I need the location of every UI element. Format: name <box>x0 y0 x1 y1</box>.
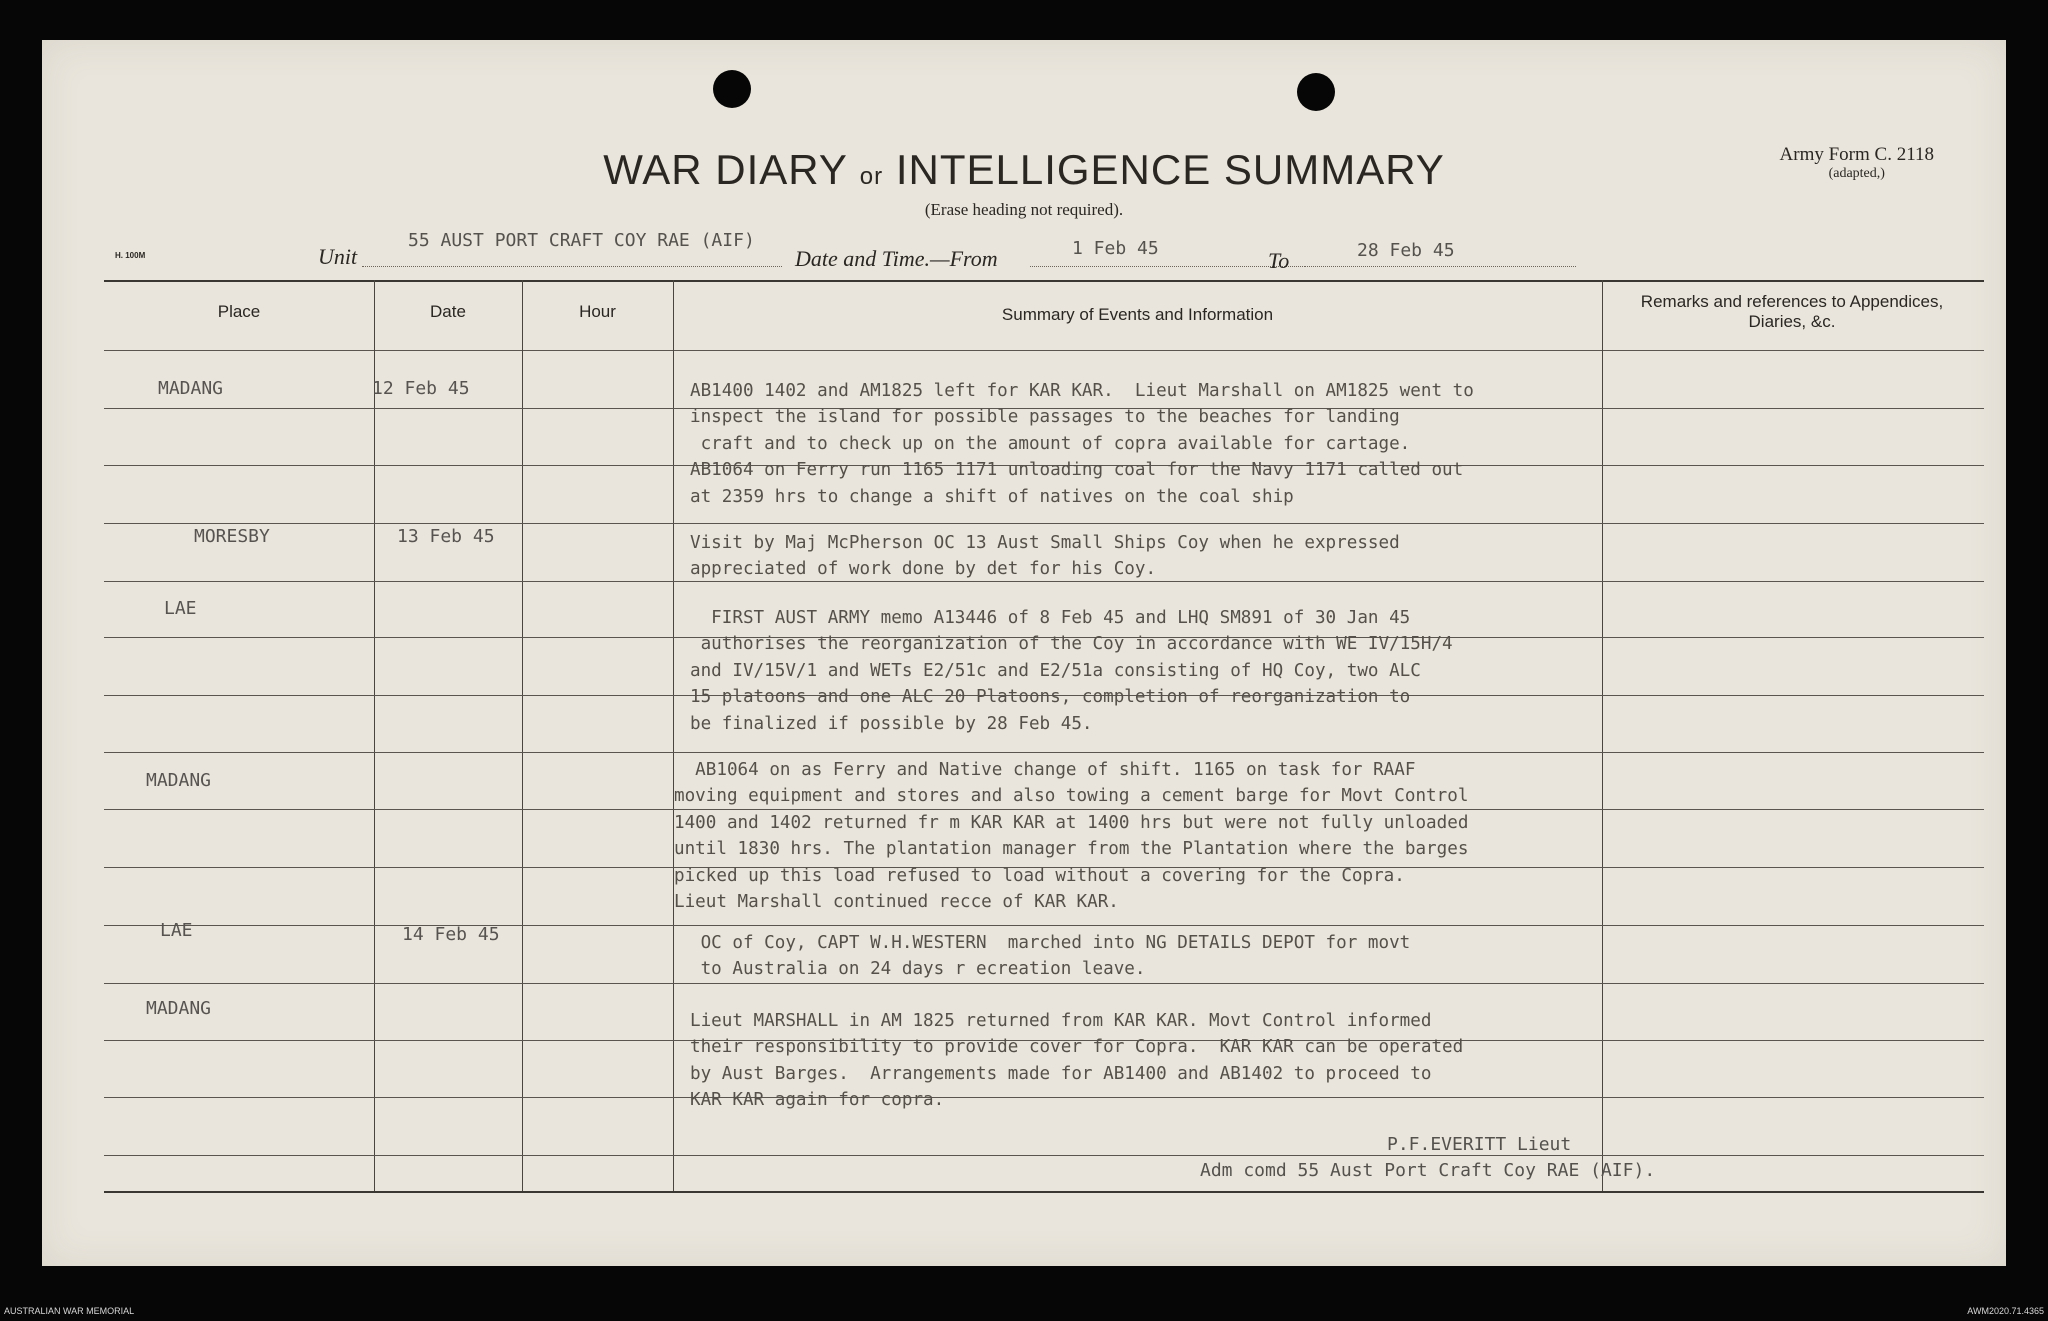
ruled-line <box>104 523 1984 524</box>
page-subtitle: (Erase heading not required). <box>924 200 1124 219</box>
title-part-1: WAR DIARY <box>603 146 848 193</box>
entry-summary: OC of Coy, CAPT W.H.WESTERN marched into NG DETAILS DEPOT for movt to Australia on 24 days r ecreation leave. <box>700 933 1411 980</box>
table-bottom-border <box>104 1191 1984 1193</box>
ruled-line <box>104 983 1984 984</box>
signature-role: Adm comd 55 Aust Port Craft Coy RAE (AIF). <box>1200 1160 1656 1181</box>
footer-right: AWM2020.71.4365 <box>1967 1306 2044 1316</box>
ruled-line <box>104 925 1984 926</box>
page-title <box>42 146 2006 194</box>
col-divider-hour <box>673 280 674 1191</box>
date-from-label: Date and Time.—From <box>795 246 998 271</box>
diary-page <box>42 40 2006 1266</box>
form-adapted-text: (adapted,) <box>1828 166 1885 181</box>
col-divider-place <box>374 280 375 1191</box>
ruled-line <box>104 752 1984 753</box>
entry-place: LAE <box>160 920 193 941</box>
unit-dotted-line <box>362 266 782 267</box>
punch-hole <box>713 70 751 108</box>
entry-place: LAE <box>164 598 197 619</box>
entry-date: 12 Feb 45 <box>372 378 470 399</box>
form-number-text: Army Form C. 2118 <box>1779 144 1934 165</box>
col-divider-summary <box>1602 280 1603 1191</box>
entry-summary: FIRST AUST ARMY memo A13446 of 8 Feb 45 and LHQ SM891 of 30 Jan 45 authorises the reorganization of the Coy in accordance with WE IV/15H/4 and IV/15V/1 and WETs E2/51c and E2/51a consisting of HQ Coy, two ALC 15 platoons and one ALC 20 Platoons, completion of reorganization to be finalized if possible by 28 Feb 45. <box>690 608 1453 734</box>
entry-summary: AB1400 1402 and AM1825 left for KAR KAR. Lieut Marshall on AM1825 went to inspect the island for possible passages to the beaches for landing craft and to check up on the amount of copra available for cartage. AB1064 on Ferry run 1165 1171 unloading coal for the Navy 1171 called out at 2359 hrs to change a shift of natives on the coal ship <box>690 381 1474 507</box>
unit-label: Unit <box>318 244 358 269</box>
entry-place: MORESBY <box>194 526 270 547</box>
col-header-date: Date <box>430 302 466 321</box>
ruled-line <box>104 1155 1984 1156</box>
entry-place: MADANG <box>146 770 212 791</box>
entry-summary: Visit by Maj McPherson OC 13 Aust Small Ships Coy when he expressed appreciated of work done by det for his Coy. <box>690 533 1400 580</box>
date-to-label: To <box>1268 248 1290 273</box>
col-header-summary: Summary of Events and Information <box>1001 305 1274 324</box>
date-to-value: 28 Feb 45 <box>1357 240 1455 261</box>
footer-left: AUSTRALIAN WAR MEMORIAL <box>4 1306 135 1316</box>
header-bottom-line <box>104 350 1984 351</box>
entry-summary: Lieut MARSHALL in AM 1825 returned from KAR KAR. Movt Control informed their responsibility to provide cover for Copra. KAR KAR can be operated by Aust Barges. Arrangements made for AB1400 and AB1402 to proceed to KAR KAR again for copra. <box>690 1011 1464 1111</box>
punch-hole <box>1297 73 1335 111</box>
col-header-hour: Hour <box>579 302 616 321</box>
table-top-border <box>104 280 1984 282</box>
col-header-place: Place <box>217 302 261 321</box>
entry-date: 14 Feb 45 <box>402 924 500 945</box>
date-to-dotted-line <box>1304 266 1576 267</box>
title-or: or <box>859 163 884 190</box>
entry-summary: AB1064 on as Ferry and Native change of shift. 1165 on task for RAAF moving equipment and stores and also towing a cement barge for Movt Control 1400 and 1402 returned fr m KAR KAR at 1400 hrs but were not fully unloaded until 1830 hrs. The plantation manager from the Plantation where the barges picked up this load refused to load without a covering for the Copra. Lieut Marshall continued recce of KAR KAR. <box>674 760 1469 913</box>
col-header-remarks: Remarks and references to Appendices, Diaries, &c. <box>1640 292 1944 331</box>
col-divider-date <box>522 280 523 1191</box>
date-from-value: 1 Feb 45 <box>1072 238 1159 259</box>
form-number <box>1780 144 1934 182</box>
unit-value: 55 AUST PORT CRAFT COY RAE (AIF) <box>408 230 755 251</box>
form-code: H. 100M <box>115 251 146 260</box>
signature-name: P.F.EVERITT Lieut <box>1387 1134 1572 1155</box>
date-from-dotted-line <box>1030 266 1305 267</box>
entry-place: MADANG <box>146 998 212 1019</box>
entry-date: 13 Feb 45 <box>397 526 495 547</box>
entry-place: MADANG <box>158 378 224 399</box>
title-part-2: INTELLIGENCE SUMMARY <box>895 146 1445 193</box>
